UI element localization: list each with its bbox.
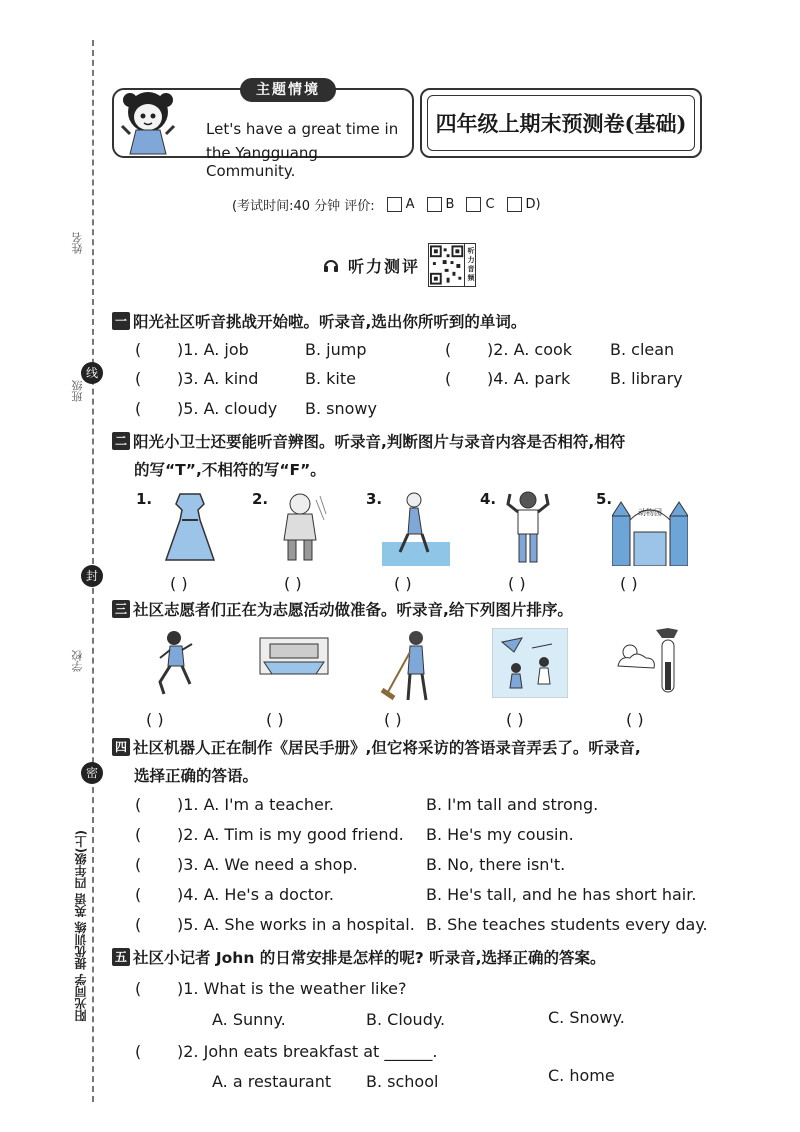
s1-q1 (135, 340, 249, 359)
theme-line2: the Yangguang Community. (206, 144, 318, 180)
exam-time: (考试时间:40 分钟 评价: (232, 199, 375, 214)
section1-title (112, 310, 526, 332)
s1-q2-b: B. clean (610, 340, 675, 359)
s1-q2-a: )2. A. cook (487, 340, 573, 359)
s1-q4-a: )4. A. park (487, 369, 571, 388)
s2-num-4: 4. (480, 490, 497, 508)
playing-children-picture (492, 628, 568, 698)
headphone-icon (322, 256, 340, 274)
zoo-gate-picture (612, 490, 688, 566)
s2-answer-5[interactable]: ( ) (620, 574, 638, 593)
paren: ( (135, 369, 142, 388)
running-girl-picture (152, 628, 198, 698)
section3-number: 三 (112, 600, 130, 618)
s4-q2-a: )2. A. Tim is my good friend. (177, 825, 404, 844)
s4-q2-b: B. He's my cousin. (426, 825, 574, 844)
paren: ( (135, 399, 142, 418)
s4-q4-b: B. He's tall, and he has short hair. (426, 885, 697, 904)
class-label: 班级 (71, 380, 84, 402)
grade-checkbox-c[interactable] (466, 197, 481, 212)
s3-answer-1[interactable]: ( ) (146, 710, 164, 729)
school-label: 学校 (71, 650, 84, 672)
qr-label: 听力音频 (464, 244, 475, 286)
s1-q1-b: B. jump (305, 340, 367, 359)
s2-num-5: 5. (596, 490, 613, 508)
paren: ( (135, 915, 142, 934)
s2-num-3: 3. (366, 490, 383, 508)
s5-q1 (135, 979, 407, 998)
s4-q4 (135, 885, 334, 904)
s1-q3-b: B. kite (305, 369, 356, 388)
s5-q2 (135, 1042, 438, 1061)
section2-text: 阳光小卫士还要能听音辨图。听录音,判断图片与录音内容是否相符,相符 (133, 433, 626, 451)
seal-circle-line: 线 (81, 362, 103, 384)
grade-checkbox-b[interactable] (427, 197, 442, 212)
s1-q2 (445, 340, 572, 359)
s1-q3-a: )3. A. kind (177, 369, 259, 388)
paren: ( (445, 340, 452, 359)
s4-q4-a: )4. A. He's a doctor. (177, 885, 335, 904)
s2-answer-2[interactable]: ( ) (284, 574, 302, 593)
section3-title (112, 598, 573, 620)
s1-q1-a: )1. A. job (177, 340, 249, 359)
paper-title: 四年级上期末预测卷(基础) (427, 95, 695, 151)
s4-q5 (135, 915, 415, 934)
grade-checkbox-d[interactable] (507, 197, 522, 212)
s4-q3-b: B. No, there isn't. (426, 855, 566, 874)
sweeping-man-picture (380, 628, 438, 704)
section5-text: 社区小记者 John 的日常安排是怎样的呢? 听录音,选择正确的答案。 (133, 949, 606, 967)
section3-text: 社区志愿者们正在为志愿活动做准备。听录音,给下列图片排序。 (133, 601, 573, 619)
dress-picture (160, 490, 220, 566)
s5-q1-b: B. Cloudy. (366, 1010, 446, 1029)
theme-line1: Let's have a great time in (206, 120, 399, 138)
paren: ( (135, 340, 142, 359)
paren: ( (135, 795, 142, 814)
s2-num-2: 2. (252, 490, 269, 508)
s2-num-1: 1. (136, 490, 153, 508)
grade-checkbox-a[interactable] (387, 197, 402, 212)
section2-title (112, 430, 625, 452)
s4-q1 (135, 795, 334, 814)
grade-d: D) (525, 197, 541, 212)
section2-pictures (130, 490, 690, 600)
section5-number: 五 (112, 948, 130, 966)
section5-title (112, 946, 606, 968)
s4-q3-a: )3. A. We need a shop. (177, 855, 358, 874)
s5-q1-c: C. Snowy. (548, 1008, 625, 1027)
s3-answer-3[interactable]: ( ) (384, 710, 402, 729)
s2-answer-4[interactable]: ( ) (508, 574, 526, 593)
section1-text: 阳光社区听音挑战开始啦。听录音,选出你所听到的单词。 (133, 313, 527, 331)
s4-q5-a: )5. A. She works in a hospital. (177, 915, 415, 934)
section1-number: 一 (112, 312, 130, 330)
snow-child-picture (276, 490, 328, 566)
strong-boy-picture (504, 490, 552, 566)
section4-text2: 选择正确的答语。 (134, 767, 259, 785)
s1-q5-b: B. snowy (305, 399, 377, 418)
s3-answer-5[interactable]: ( ) (626, 710, 644, 729)
qr-code-icon (429, 244, 464, 286)
s1-q5-a: )5. A. cloudy (177, 399, 278, 418)
weather-thermometer-picture (616, 628, 682, 698)
s5-q2-text: )2. John eats breakfast at ______. (177, 1042, 438, 1061)
s1-q4-b: B. library (610, 369, 683, 388)
s1-q5 (135, 399, 277, 418)
s2-answer-1[interactable]: ( ) (170, 574, 188, 593)
s3-answer-2[interactable]: ( ) (266, 710, 284, 729)
seal-circle-seal: 封 (81, 565, 103, 587)
zoo-sign-text: 动物园 (638, 508, 662, 517)
paren: ( (135, 825, 142, 844)
s5-q2-a: A. a restaurant (212, 1072, 332, 1091)
s5-q2-c: C. home (548, 1066, 615, 1085)
s4-q3 (135, 855, 358, 874)
s4-q1-b: B. I'm tall and strong. (426, 795, 599, 814)
page-header (112, 78, 702, 180)
section4-number: 四 (112, 738, 130, 756)
grade-a: A (405, 197, 415, 212)
s4-q5-b: B. She teaches students every day. (426, 915, 708, 934)
s5-q1-a: A. Sunny. (212, 1010, 286, 1029)
paren: ( (135, 979, 142, 998)
paren: ( (445, 369, 452, 388)
s1-q3 (135, 369, 258, 388)
section2-number: 二 (112, 432, 130, 450)
s4-q2 (135, 825, 404, 844)
paren: ( (135, 885, 142, 904)
girl-illustration (116, 86, 180, 156)
boat-picture (256, 628, 332, 684)
s2-answer-3[interactable]: ( ) (394, 574, 412, 593)
title-box (420, 88, 702, 158)
section2-text2: 的写“T”,不相符的写“F”。 (134, 461, 326, 479)
s3-answer-4[interactable]: ( ) (506, 710, 524, 729)
paren: ( (135, 855, 142, 874)
book-brand: 阳光同学 提优训练 英语 四年级(上) (74, 830, 88, 1022)
qr-code-box[interactable] (428, 243, 476, 287)
grade-c: C (485, 197, 495, 212)
grade-b: B (445, 197, 455, 212)
s4-q1-a: )1. A. I'm a teacher. (177, 795, 335, 814)
s5-q1-text: )1. What is the weather like? (177, 979, 407, 998)
listening-title: 听力测评 (348, 256, 421, 276)
s5-q2-b: B. school (366, 1072, 439, 1091)
s1-q4 (445, 369, 570, 388)
section4-text: 社区机器人正在制作《居民手册》,但它将采访的答语录音弄丢了。听录音, (133, 739, 641, 757)
listening-heading (322, 243, 476, 287)
name-label: 姓名 (71, 232, 84, 254)
section4-title (112, 736, 641, 758)
paren: ( (135, 1042, 142, 1061)
section3-pictures (130, 628, 690, 730)
binding-margin (71, 40, 108, 1102)
swimming-picture (382, 490, 450, 566)
seal-circle-secret: 密 (81, 762, 103, 784)
exam-info (232, 195, 541, 214)
theme-tag: 主题情境 (240, 78, 336, 102)
